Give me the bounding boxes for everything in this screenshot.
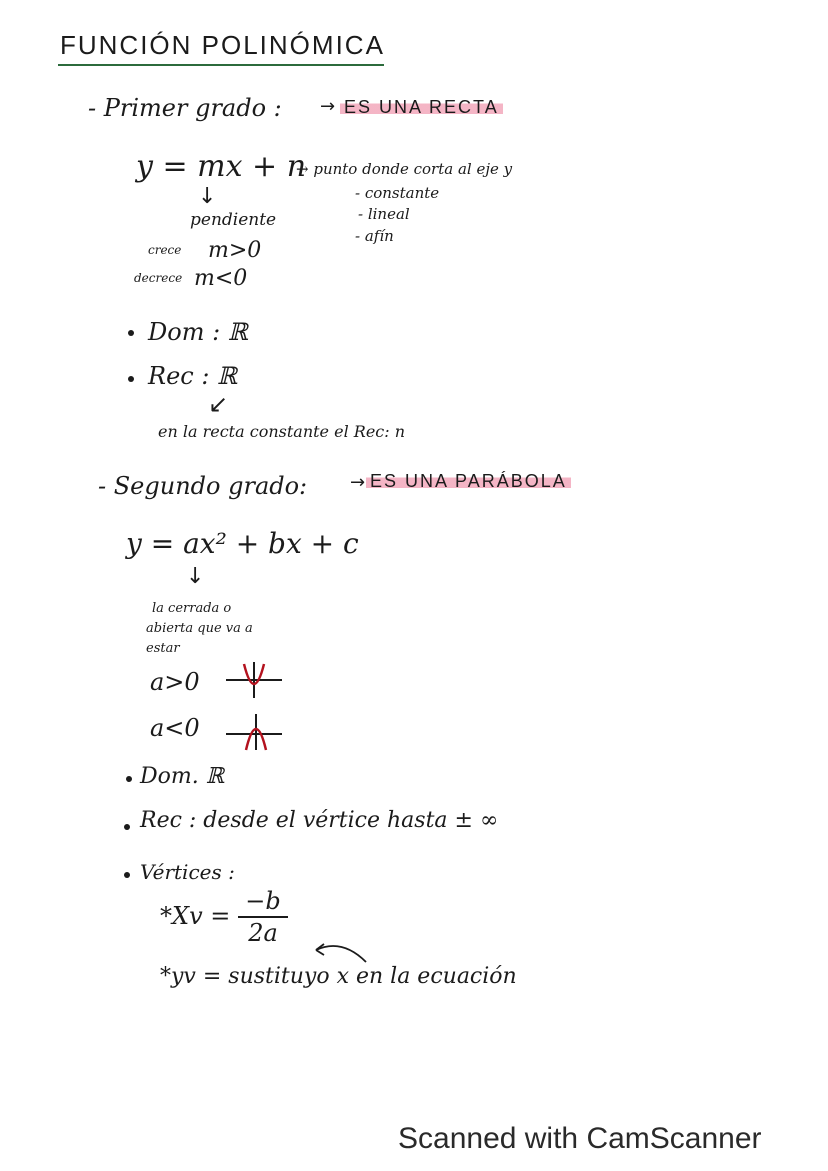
primer-grado-heading: - Primer grado : (88, 94, 282, 122)
primer-rec-note: en la recta constante el Rec: n (158, 422, 406, 441)
primer-rec: Rec : ℝ (148, 362, 238, 390)
primer-down-arrow: ↓ (198, 184, 217, 209)
bullet-dom-2 (126, 776, 132, 782)
page-title: FUNCIÓN POLINÓMICA (60, 30, 385, 60)
crece-condition: m>0 (208, 238, 262, 263)
decrece-label: decrece (134, 271, 183, 285)
fraction-bar (238, 916, 288, 918)
bullet-rec-1 (128, 376, 134, 382)
segundo-highlight: ES UNA PARÁBOLA (366, 472, 571, 490)
yv-line: *yv = sustituyo x en la ecuación (160, 964, 517, 989)
a-positive: a>0 (150, 668, 200, 696)
segundo-grado-heading: - Segundo grado: (98, 472, 308, 500)
a-note-line-3: estar (146, 641, 180, 656)
primer-dom: Dom : ℝ (148, 318, 248, 346)
xv-fraction (238, 888, 288, 947)
bullet-vertices (124, 872, 130, 878)
crece-label: crece (148, 243, 182, 257)
xv-denominator: 2a (248, 919, 278, 948)
segundo-dom: Dom. ℝ (140, 764, 225, 789)
primer-type-constante: - constante (355, 184, 440, 202)
a-note-line-2: abierta que va a (146, 621, 253, 636)
segundo-rec: Rec : desde el vértice hasta ± ∞ (140, 808, 499, 833)
xv-numerator: −b (245, 887, 281, 915)
parabola-up-icon (224, 660, 284, 700)
segundo-down-arrow: ↓ (186, 564, 205, 589)
a-negative: a<0 (150, 714, 200, 742)
primer-n-note: → punto donde corta al eje y (296, 160, 513, 178)
primer-type-lineal: - lineal (358, 205, 410, 223)
primer-type-afin: - afín (355, 227, 394, 245)
xv-label: *Xv = (160, 902, 231, 930)
a-note-line-1: la cerrada o (152, 601, 232, 616)
bullet-dom-1 (128, 330, 134, 336)
pendiente-label: pendiente (190, 210, 277, 230)
parabola-down-icon (224, 712, 284, 752)
vertices-heading: Vértices : (140, 860, 235, 884)
primer-arrow: → (320, 96, 336, 117)
segundo-equation: y = ax² + bx + c (126, 527, 359, 560)
rec-arrow: ↙ (208, 390, 229, 418)
primer-equation: y = mx + n (136, 149, 307, 184)
primer-highlight: ES UNA RECTA (340, 98, 503, 116)
decrece-condition: m<0 (194, 266, 248, 291)
segundo-arrow: → (350, 472, 366, 493)
scanner-footer: Scanned with CamScanner (398, 1122, 762, 1155)
title-underline (58, 64, 384, 66)
bullet-rec-2 (124, 824, 130, 830)
